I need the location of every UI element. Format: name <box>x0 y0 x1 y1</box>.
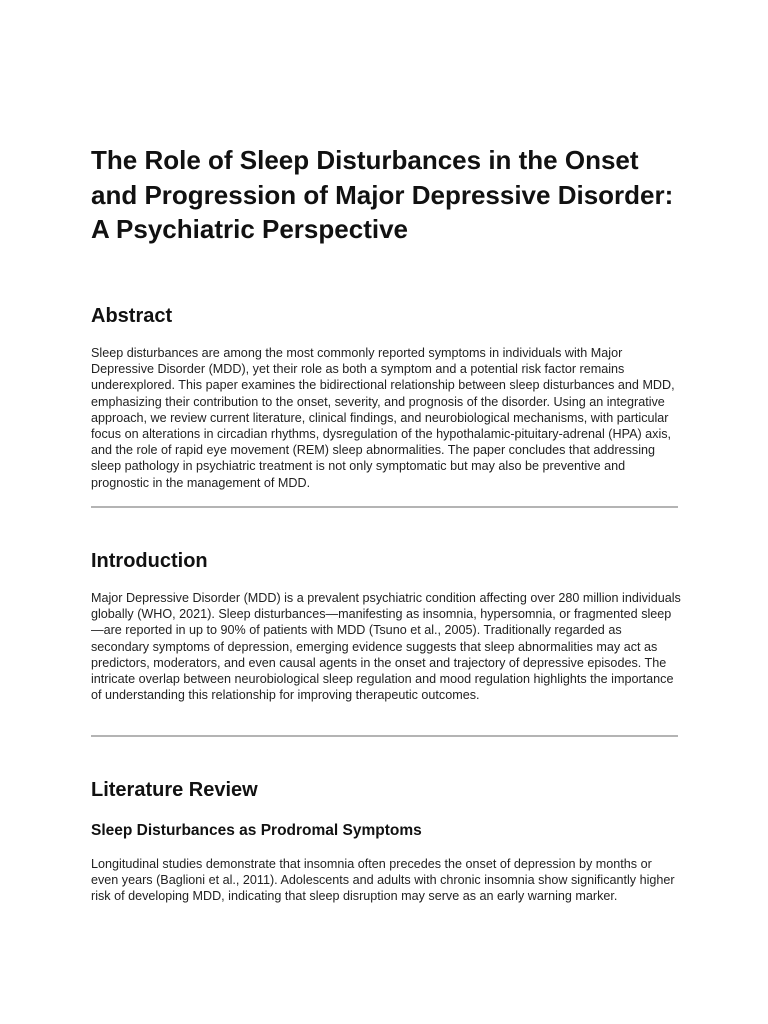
section-divider <box>91 506 678 508</box>
literature-review-heading: Literature Review <box>91 779 258 801</box>
prodromal-symptoms-paragraph: Longitudinal studies demonstrate that insomnia often precedes the onset of depression by months or even years (Baglioni et al., 2011). Adolescents and adults with chronic insomnia show significantly higher risk of developing MDD, indicating that sleep disruption may serve as an early warning marker. <box>91 857 675 904</box>
prodromal-symptoms-subheading: Sleep Disturbances as Prodromal Symptoms <box>91 822 422 839</box>
paper-title: The Role of Sleep Disturbances in the Onset and Progression of Major Depressive Disorder: A Psychiatric Perspective <box>91 145 674 244</box>
section-divider <box>91 735 678 737</box>
abstract-heading: Abstract <box>91 305 173 327</box>
abstract-paragraph: Sleep disturbances are among the most commonly reported symptoms in individuals with Major Depressive Disorder (MDD), yet their role as both a symptom and a potential risk factor remains underexplored. This paper examines the bidirectional relationship between sleep disturbances and MDD, emphasizing their contribution to the onset, severity, and prognosis of the disorder. Using an integrative approach, we review current literature, clinical findings, and neurobiological mechanisms, with particular focus on alterations in circadian rhythms, dysregulation of the hypothalamic-pituitary-adrenal (HPA) axis, and the role of rapid eye movement (REM) sleep abnormalities. The paper concludes that addressing sleep pathology in psychiatric treatment is not only symptomatic but may also be preventive and prognostic in the management of MDD. <box>91 346 675 490</box>
introduction-paragraph: Major Depressive Disorder (MDD) is a prevalent psychiatric condition affecting over 280 million individuals globally (WHO, 2021). Sleep disturbances—manifesting as insomnia, hypersomnia, or fragmented sleep—are reported in up to 90% of patients with MDD (Tsuno et al., 2005). Traditionally regarded as secondary symptoms of depression, emerging evidence suggests that sleep abnormalities may act as predictors, moderators, and even causal agents in the onset and trajectory of depressive episodes. The intricate overlap between neurobiological sleep regulation and mood regulation highlights the importance of understanding this relationship for improving therapeutic outcomes. <box>91 591 681 703</box>
introduction-heading: Introduction <box>91 550 208 572</box>
